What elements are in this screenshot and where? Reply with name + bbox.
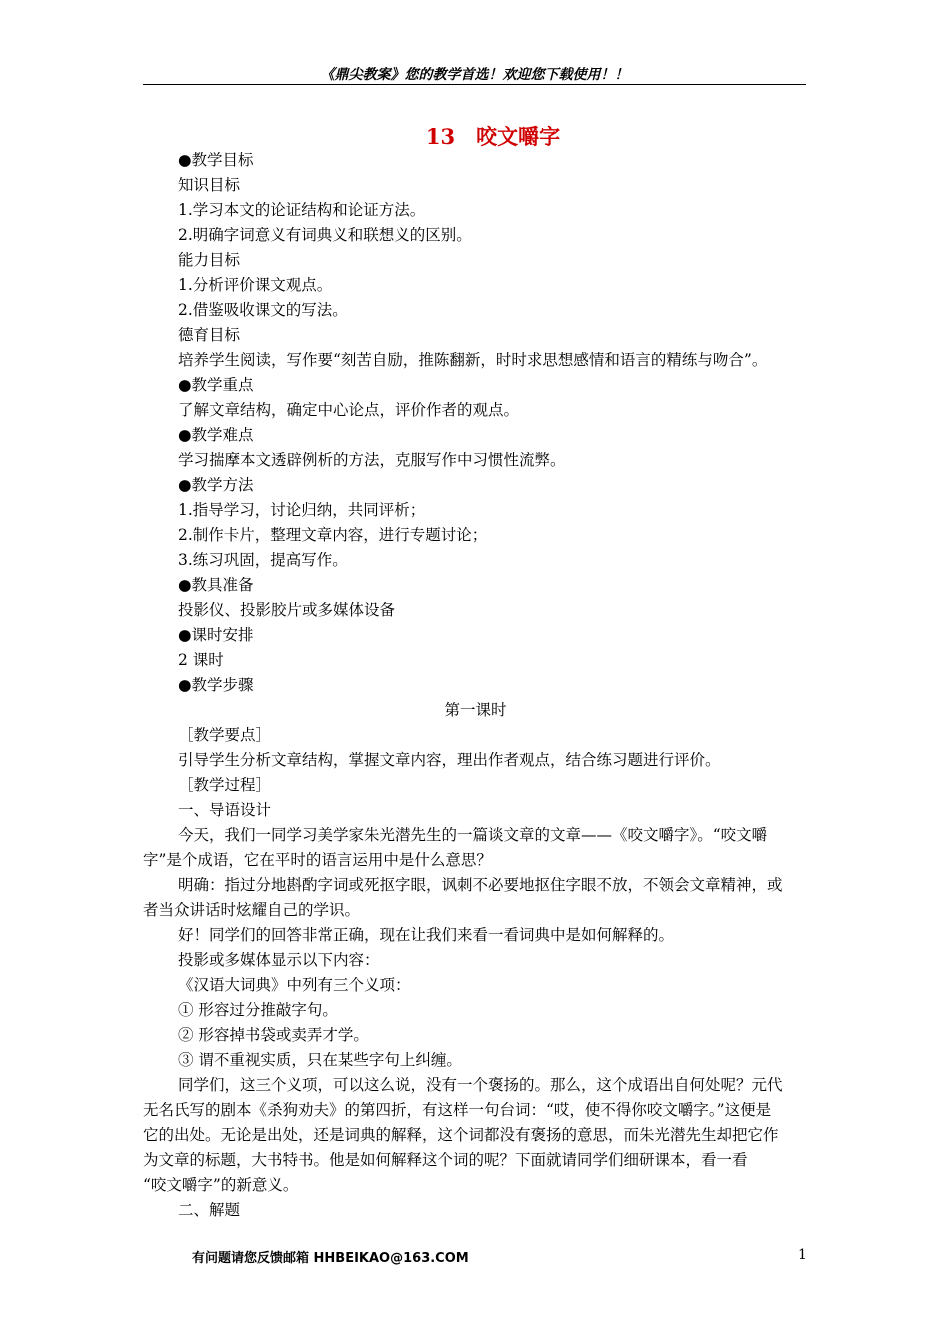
paragraph-line: “咬文嚼字”的新意义。 (143, 1176, 299, 1194)
footer-feedback: 有问题请您反馈邮箱 HHBEIKAO@163.COM (192, 1251, 469, 1266)
lesson-title: 13 咬文嚼字 (425, 124, 561, 149)
paragraph-line: 者当众讲话时炫耀自己的学识。 (143, 901, 361, 919)
subheading-title-explanation: 二、解题 (178, 1201, 241, 1219)
text-line: 引导学生分析文章结构，掌握文章内容，理出作者观点，结合练习题进行评价。 (178, 751, 721, 769)
text-line: 1.分析评价课文观点。 (178, 276, 333, 294)
subheading-knowledge: 知识目标 (178, 176, 241, 194)
bracket-heading-process: ［教学过程］ (178, 776, 272, 794)
header-rule (143, 84, 806, 85)
definition-item: ③ 谓不重视实质，只在某些字句上纠缠。 (178, 1051, 462, 1069)
text-line: 了解文章结构，确定中心论点，评价作者的观点。 (178, 401, 520, 419)
paragraph-line: 同学们，这三个义项，可以这么说，没有一个褒扬的。那么，这个成语出自何处呢？元代 (178, 1076, 783, 1094)
lesson-period-heading: 第一课时 (444, 701, 507, 719)
paragraph-line: 字”是个成语，它在平时的语言运用中是什么意思？ (143, 851, 492, 869)
text-line: 2.制作卡片，整理文章内容，进行专题讨论； (178, 526, 488, 544)
section-heading-goals: ●教学目标 (178, 151, 254, 169)
subheading-intro: 一、导语设计 (178, 801, 272, 819)
definition-item: ① 形容过分推敲字句。 (178, 1001, 338, 1019)
subheading-moral: 德育目标 (178, 326, 241, 344)
page-number: 1 (798, 1247, 807, 1263)
text-line: 2.明确字词意义有词典义和联想义的区别。 (178, 226, 472, 244)
paragraph-line: 它的出处。无论是出处，还是词典的解释，这个词都没有褒扬的意思，而朱光潜先生却把它作 (143, 1126, 779, 1144)
paragraph-line: 为文章的标题，大书特书。他是如何解释这个词的呢？下面就请同学们细研课本，看一看 (143, 1151, 748, 1169)
text-line: 投影仪、投影胶片或多媒体设备 (178, 601, 396, 619)
section-heading-equipment: ●教具准备 (178, 576, 254, 594)
paragraph-line: 无名氏写的剧本《杀狗劝夫》的第四折，有这样一句台词：“哎，使不得你咬文嚼字。”这便是 (143, 1101, 772, 1119)
section-heading-steps: ●教学步骤 (178, 676, 254, 694)
paragraph-line: 《汉语大词典》中列有三个义项： (178, 976, 411, 994)
text-line: 2 课时 (178, 651, 224, 669)
section-heading-difficulty: ●教学难点 (178, 426, 254, 444)
text-line: 1.学习本文的论证结构和论证方法。 (178, 201, 426, 219)
paragraph-line: 明确：指过分地斟酌字词或死抠字眼，讽刺不必要地抠住字眼不放，不领会文章精神，或 (178, 876, 783, 894)
text-line: 培养学生阅读，写作要“刻苦自励，推陈翻新，时时求思想感情和语言的精练与吻合”。 (178, 351, 768, 369)
text-line: 学习揣摩本文透辟例析的方法，克服写作中习惯性流弊。 (178, 451, 566, 469)
text-line: 2.借鉴吸收课文的写法。 (178, 301, 348, 319)
section-heading-schedule: ●课时安排 (178, 626, 254, 644)
subheading-ability: 能力目标 (178, 251, 241, 269)
section-heading-method: ●教学方法 (178, 476, 254, 494)
definition-item: ② 形容掉书袋或卖弄才学。 (178, 1026, 369, 1044)
text-line: 3.练习巩固，提高写作。 (178, 551, 348, 569)
text-line: 1.指导学习，讨论归纳，共同评析； (178, 501, 426, 519)
paragraph-line: 投影或多媒体显示以下内容： (178, 951, 380, 969)
section-heading-focus: ●教学重点 (178, 376, 254, 394)
paragraph-line: 好！同学们的回答非常正确，现在让我们来看一看词典中是如何解释的。 (178, 926, 675, 944)
bracket-heading-points: ［教学要点］ (178, 726, 272, 744)
paragraph-line: 今天，我们一同学习美学家朱光潜先生的一篇谈文章的文章——《咬文嚼字》。“咬文嚼 (178, 826, 768, 844)
page-header: 《鼎尖教案》您的教学首选！欢迎您下载使用！！ (320, 67, 629, 83)
